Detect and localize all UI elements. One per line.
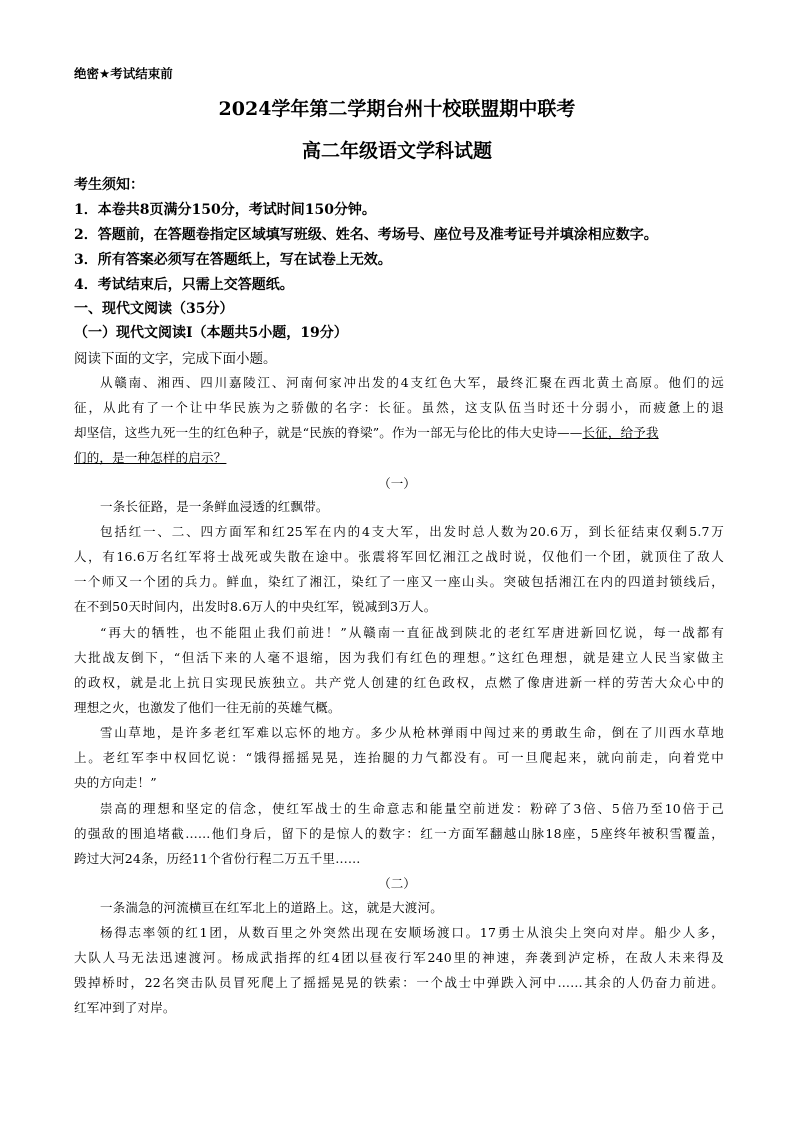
notice-item: 2．答题前，在答题卷指定区域填写班级、姓名、考场号、座位号及准考证号并填涂相应数字。 — [74, 227, 658, 243]
passage-line: 跨过大河24条，历经11个省份行程二万五千里…… — [74, 851, 361, 866]
passage-line: 红军冲到了对岸。 — [74, 1000, 176, 1015]
passage-line: 一条长征路，是一条鲜血浸透的红飘带。 — [100, 499, 329, 514]
part-heading: （二） — [378, 876, 416, 891]
passage-line: “再大的牺牲，也不能阻止我们前进！”从赣南一直征战到陕北的老红军唐进新回忆说，每一战都有 — [100, 625, 724, 640]
reading-instruction: 阅读下面的文字，完成下面小题。 — [74, 351, 277, 367]
passage-line: 的政权，就是北上抗日实现民族独立。共产党人创建的红色政权，点燃了像唐进新一样的劳苦大众心中的 — [74, 675, 724, 690]
confidential-label: 绝密★考试结束前 — [74, 66, 173, 81]
passage-line: 央的方向走！” — [74, 775, 157, 790]
passage-line: 崇高的理想和坚定的信念，使红军战士的生命意志和能量空前迸发：粉碎了3倍、5倍乃至10倍于己 — [100, 801, 724, 816]
passage-line: 征，从此有了一个让中华民族为之骄傲的名字：长征。虽然，这支队伍当时还十分弱小，而疲惫上的退 — [74, 400, 724, 415]
passage-line: 从赣南、湘西、四川嘉陵江、河南何家冲出发的4支红色大军，最终汇聚在西北黄土高原。他们的远 — [100, 375, 724, 390]
passage-line: 上。老红军李中权回忆说：“饿得摇摇晃晃，连抬腿的力气都没有。可一旦爬起来，就向前走，向着党中 — [74, 750, 724, 765]
notice-item: 3．所有答案必须写在答题纸上，写在试卷上无效。 — [74, 252, 392, 268]
passage-line: 的强敌的围追堵截……他们身后，留下的是惊人的数字：红一方面军翻越山脉18座，5座终年被积雪覆盖， — [74, 826, 724, 841]
passage-line: 却坚信，这些九死一生的红色种子，就是“民族的脊梁”。作为一部无与伦比的伟大史诗——长征，给予我 — [74, 425, 659, 440]
passage-line: 理想之火，也激发了他们一往无前的英雄气概。 — [74, 700, 341, 715]
underlined-phrase: 长征，给予我 — [582, 425, 659, 440]
part-heading: （一） — [378, 476, 416, 491]
passage-line: 一条湍急的河流横亘在红军北上的道路上。这，就是大渡河。 — [100, 900, 443, 915]
passage-line: 毁掉桥时，22名突击队员冒死爬上了摇摇晃晃的铁索：一个战士中弹跌入河中……其余的人仍奋力前进。 — [74, 975, 724, 990]
exam-title: 2024学年第二学期台州十校联盟期中联考 — [218, 98, 576, 120]
passage-line: 们的，是一种怎样的启示？ — [74, 450, 227, 465]
section-title: 一、现代文阅读（35分） — [74, 301, 234, 317]
passage-line: 在不到50天时间内，出发时8.6万人的中央红军，锐减到3万人。 — [74, 599, 437, 614]
passage-line: 包括红一、二、四方面军和红25军在内的4支大军，出发时总人数为20.6万，到长征结束仅剩5.7万 — [100, 524, 724, 539]
notice-item: 1．本卷共8页满分150分，考试时间150分钟。 — [74, 202, 376, 218]
passage-line: 大队人马无法迅速渡河。杨成武指挥的红4团以昼夜行军240里的神速，奔袭到泸定桥，在敌人未来得及 — [74, 950, 724, 965]
exam-subtitle: 高二年级语文学科试题 — [301, 140, 492, 162]
notice-heading: 考生须知： — [74, 177, 144, 193]
passage-line: 一个师又一个团的兵力。鲜血，染红了湘江，染红了一座又一座山头。突破包括湘江在内的四道封锁线后， — [74, 574, 724, 589]
passage-line: 人，有16.6万名红军将士战死或失散在途中。张震将军回忆湘江之战时说，仅他们一个团，就顶住了敌人 — [74, 549, 724, 564]
section-subtitle: （一）现代文阅读Ⅰ（本题共5小题，19分） — [74, 325, 348, 341]
passage-line: 杨得志率领的红1团，从数百里之外突然出现在安顺场渡口。17勇士从浪尖上突向对岸。船少人多， — [100, 925, 724, 940]
passage-line: 雪山草地，是许多老红军难以忘怀的地方。多少从枪林弹雨中闯过来的勇敢生命，倒在了川西水草地 — [100, 725, 724, 740]
notice-item: 4．考试结束后，只需上交答题纸。 — [74, 277, 294, 293]
passage-line: 大批战友倒下，“但活下来的人毫不退缩，因为我们有红色的理想。”这红色理想，就是建立人民当家做主 — [74, 650, 724, 665]
